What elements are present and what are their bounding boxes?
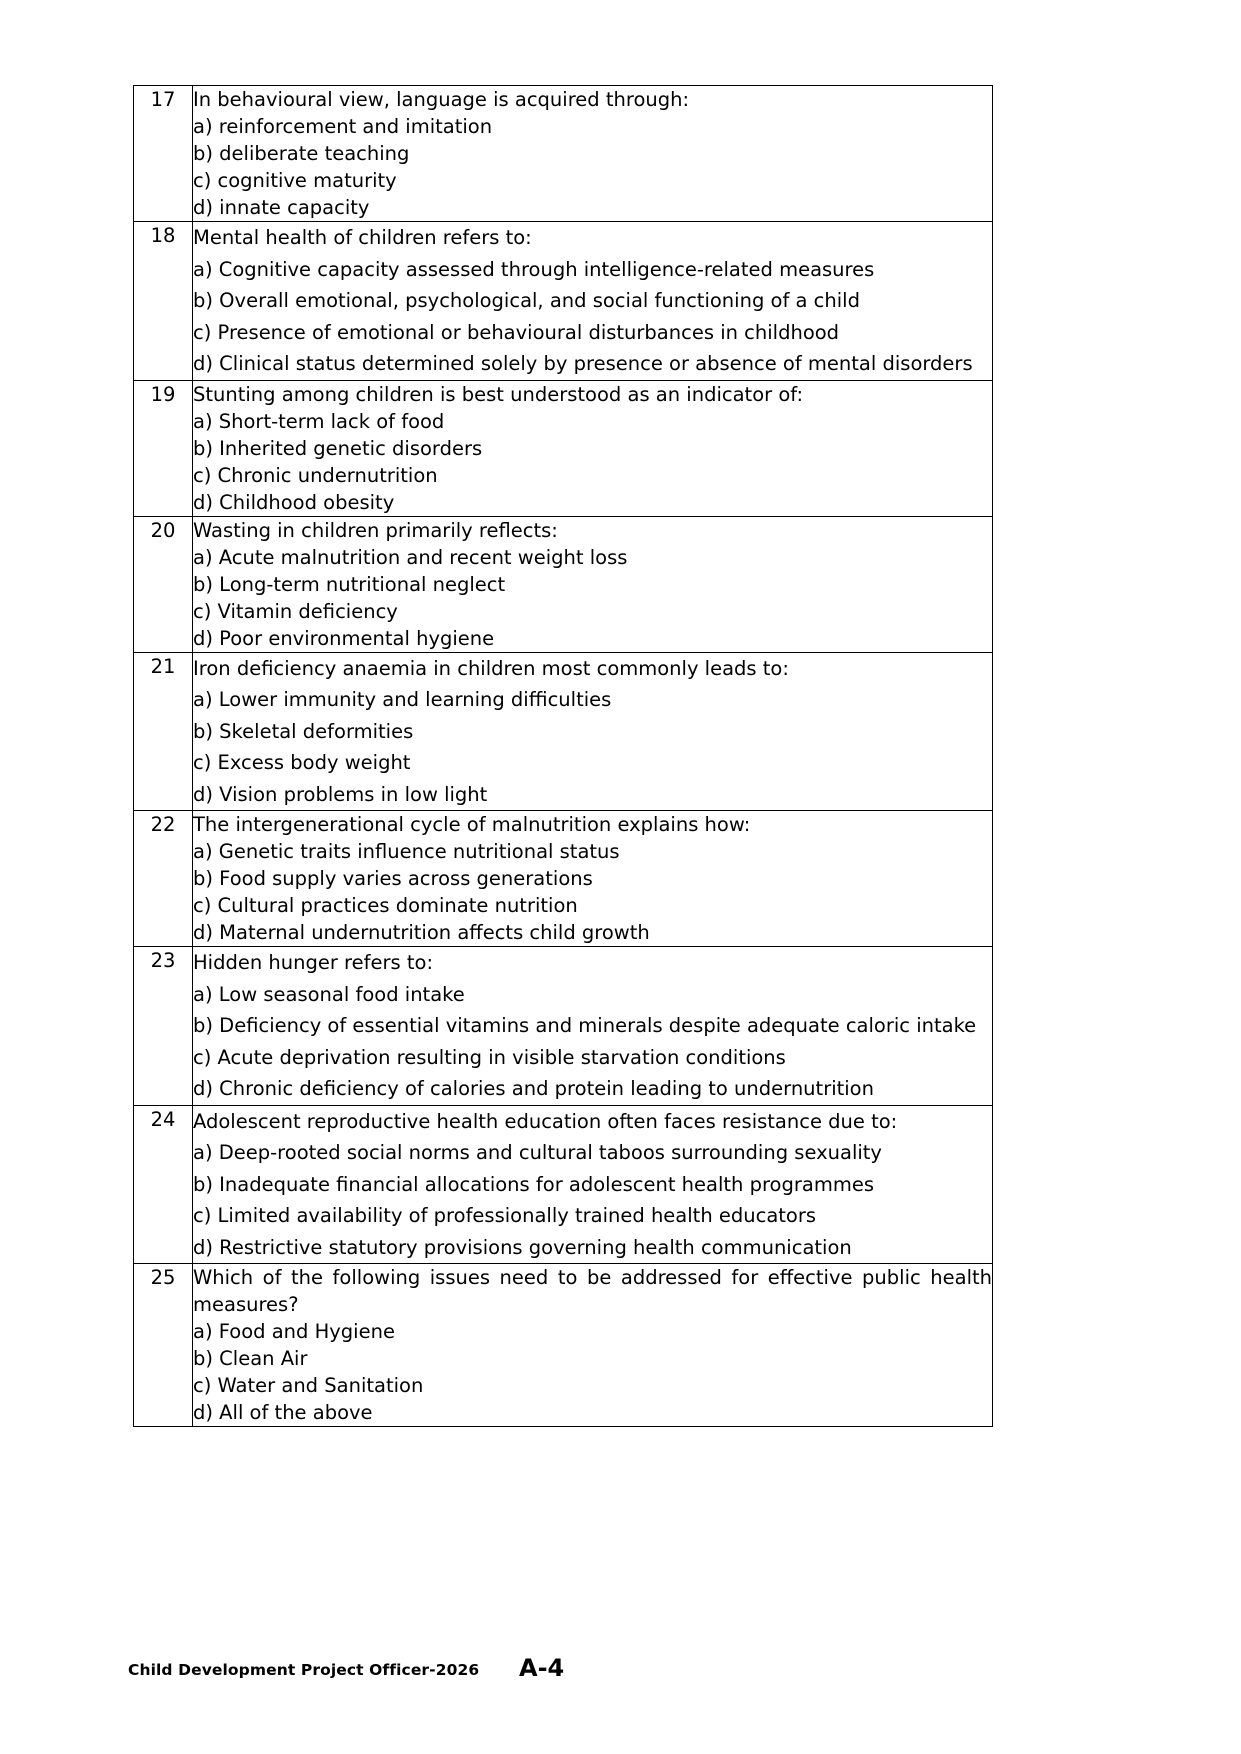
- question-body: [193, 1105, 993, 1264]
- question-stem: Stunting among children is best understood as an indicator of:: [193, 382, 804, 406]
- question-number: 22: [134, 811, 193, 947]
- question-number: 17: [134, 86, 193, 222]
- page-footer: [0, 1654, 1241, 1689]
- question-body: [193, 86, 993, 222]
- option-b: b) Skeletal deformities: [193, 719, 414, 743]
- question-body: [193, 516, 993, 652]
- table-row: [134, 86, 993, 222]
- question-body: [193, 652, 993, 811]
- option-b: b) Long-term nutritional neglect: [193, 572, 506, 596]
- question-stem: In behavioural view, language is acquired through:: [193, 88, 690, 111]
- question-stem: Adolescent reproductive health education often faces resistance due to:: [193, 1109, 898, 1133]
- option-d: d) Chronic deficiency of calories and protein leading to undernutrition: [193, 1077, 874, 1100]
- option-c: c) Presence of emotional or behavioural disturbances in childhood: [193, 320, 840, 344]
- option-d: d) All of the above: [193, 1401, 373, 1424]
- table-row: [134, 380, 993, 516]
- question-body: [193, 947, 993, 1106]
- table-row: [134, 1105, 993, 1264]
- option-d: d) Poor environmental hygiene: [193, 626, 495, 650]
- table-row: [134, 811, 993, 947]
- option-a: a) Lower immunity and learning difficulties: [193, 688, 612, 711]
- option-d: d) Restrictive statutory provisions governing health communication: [193, 1235, 852, 1259]
- option-a: a) Acute malnutrition and recent weight loss: [193, 545, 628, 569]
- question-number: 24: [134, 1105, 193, 1264]
- question-number: 21: [134, 652, 193, 811]
- option-b: b) Inadequate financial allocations for adolescent health programmes: [193, 1172, 874, 1196]
- table-row: [134, 652, 993, 811]
- question-stem: Mental health of children refers to:: [193, 226, 532, 249]
- option-c: c) Cultural practices dominate nutrition: [193, 894, 578, 917]
- option-c: c) Excess body weight: [193, 751, 411, 774]
- question-number: 19: [134, 380, 193, 516]
- page-number: A-4: [519, 1654, 565, 1682]
- option-a: a) Cognitive capacity assessed through intelligence-related measures: [193, 257, 875, 281]
- option-c: c) Limited availability of professionally trained health educators: [193, 1204, 817, 1227]
- option-b: b) Clean Air: [193, 1347, 308, 1370]
- table-row: [134, 947, 993, 1106]
- option-a: a) Food and Hygiene: [193, 1320, 395, 1343]
- table-row: [134, 516, 993, 652]
- question-number: 23: [134, 947, 193, 1106]
- option-c: c) Water and Sanitation: [193, 1374, 424, 1397]
- option-d: d) Maternal undernutrition affects child growth: [193, 921, 650, 944]
- question-body: [193, 811, 993, 947]
- question-stem: Which of the following issues need to be addressed for effective public health measures?: [193, 1266, 992, 1316]
- option-a: a) Low seasonal food intake: [193, 982, 465, 1006]
- footer-exam-title: Child Development Project Officer-2026: [128, 1661, 480, 1679]
- table-row: [134, 222, 993, 381]
- question-body: [193, 1264, 993, 1427]
- option-d: d) innate capacity: [193, 196, 370, 219]
- option-b: b) Deficiency of essential vitamins and minerals despite adequate caloric intake: [193, 1014, 977, 1037]
- question-stem: Hidden hunger refers to:: [193, 951, 434, 974]
- option-b: b) Inherited genetic disorders: [193, 436, 483, 460]
- question-stem: Iron deficiency anaemia in children most commonly leads to:: [193, 656, 789, 680]
- question-stem: Wasting in children primarily reflects:: [193, 518, 558, 542]
- option-a: a) reinforcement and imitation: [193, 115, 493, 138]
- option-c: c) cognitive maturity: [193, 169, 397, 192]
- option-a: a) Deep-rooted social norms and cultural taboos surrounding sexuality: [193, 1141, 882, 1164]
- question-body: [193, 380, 993, 516]
- table-row: [134, 1264, 993, 1427]
- option-d: d) Clinical status determined solely by presence or absence of mental disorders: [193, 352, 973, 375]
- option-b: b) deliberate teaching: [193, 142, 410, 165]
- option-a: a) Genetic traits influence nutritional status: [193, 840, 620, 863]
- question-table: [133, 85, 993, 1427]
- option-c: c) Chronic undernutrition: [193, 463, 438, 487]
- option-c: c) Vitamin deficiency: [193, 599, 398, 623]
- option-c: c) Acute deprivation resulting in visible starvation conditions: [193, 1045, 786, 1069]
- option-b: b) Food supply varies across generations: [193, 867, 593, 890]
- question-stem: The intergenerational cycle of malnutrition explains how:: [193, 813, 751, 836]
- option-d: d) Childhood obesity: [193, 490, 395, 514]
- option-d: d) Vision problems in low light: [193, 782, 488, 806]
- question-number: 18: [134, 222, 193, 381]
- question-number: 20: [134, 516, 193, 652]
- question-number: 25: [134, 1264, 193, 1427]
- option-b: b) Overall emotional, psychological, and social functioning of a child: [193, 289, 860, 312]
- option-a: a) Short-term lack of food: [193, 409, 445, 433]
- question-body: [193, 222, 993, 381]
